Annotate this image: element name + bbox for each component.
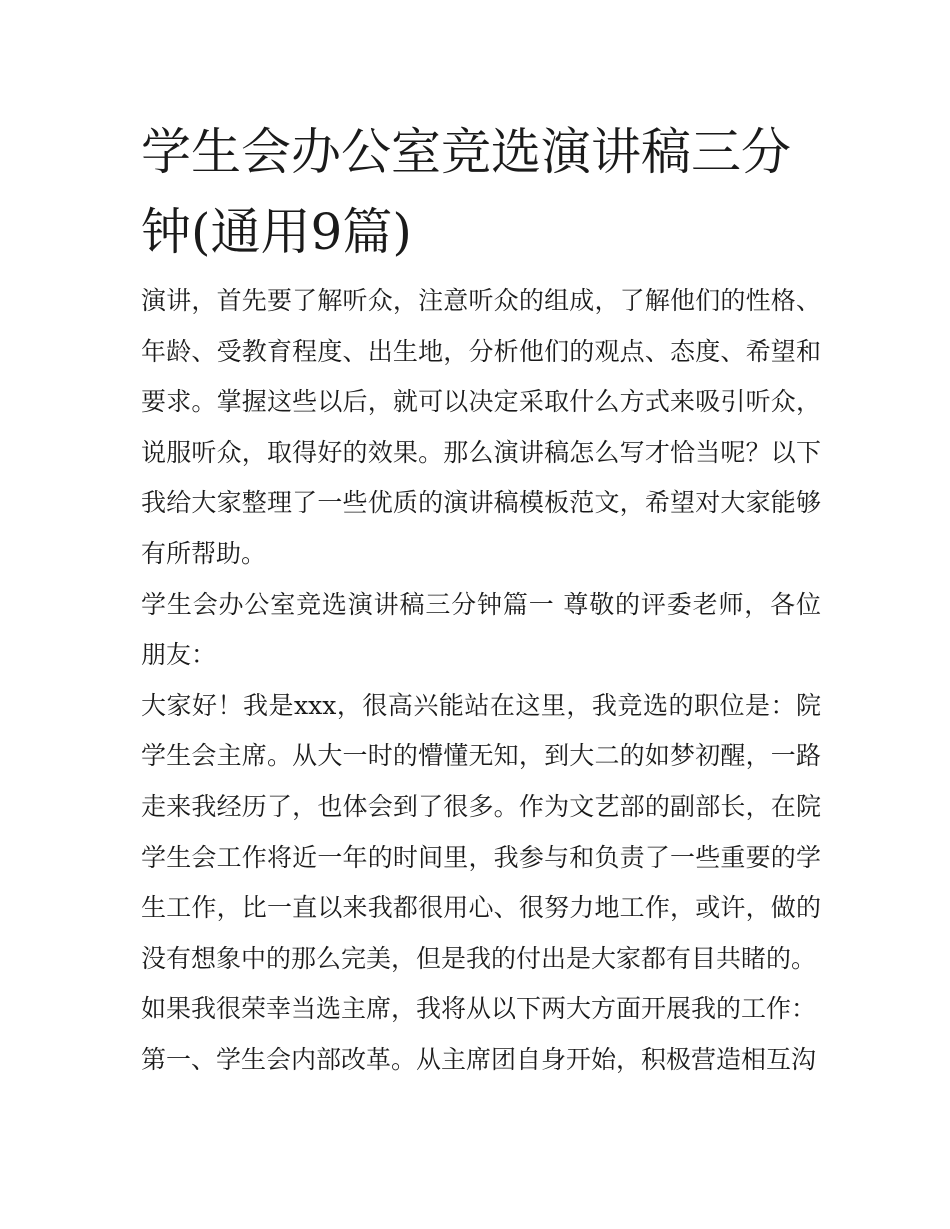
paragraph-greeting: 大家好！我是xxx，很高兴能站在这里，我竞选的职位是：院学生会主席。从大一时的懵懂无知，到大二的如梦初醒，一路走来我经历了，也体会到了很多。作为文艺部的副部长，在院学生会工作将近一年的时间里，我参与和负责了一些重要的学生工作，比一直以来我都很用心、很努力地工作，或许，做的没有想象中的那么完美，但是我的付出是大家都有目共睹的。 [141, 690, 821, 973]
paragraph-intro: 演讲，首先要了解听众，注意听众的组成，了解他们的性格、年龄、受教育程度、出生地，分析他们的观点、态度、希望和要求。掌握这些以后，就可以决定采取什么方式来吸引听众，说服听众，取得好的效果。那么演讲稿怎么写才恰当呢？以下我给大家整理了一些优质的演讲稿模板范文，希望对大家能够有所帮助。 [141, 286, 821, 568]
paragraph-section-heading: 学生会办公室竞选演讲稿三分钟篇一 尊敬的评委老师，各位朋友： [141, 589, 821, 670]
document-title: 学生会办公室竞选演讲稿三分钟(通用9篇) [141, 123, 791, 261]
paragraph-plan: 如果我很荣幸当选主席，我将从以下两大方面开展我的工作： [141, 994, 817, 1024]
paragraph-first-point: 第一、学生会内部改革。从主席团自身开始，积极营造相互沟 [141, 1044, 817, 1074]
document-body [141, 276, 821, 1086]
